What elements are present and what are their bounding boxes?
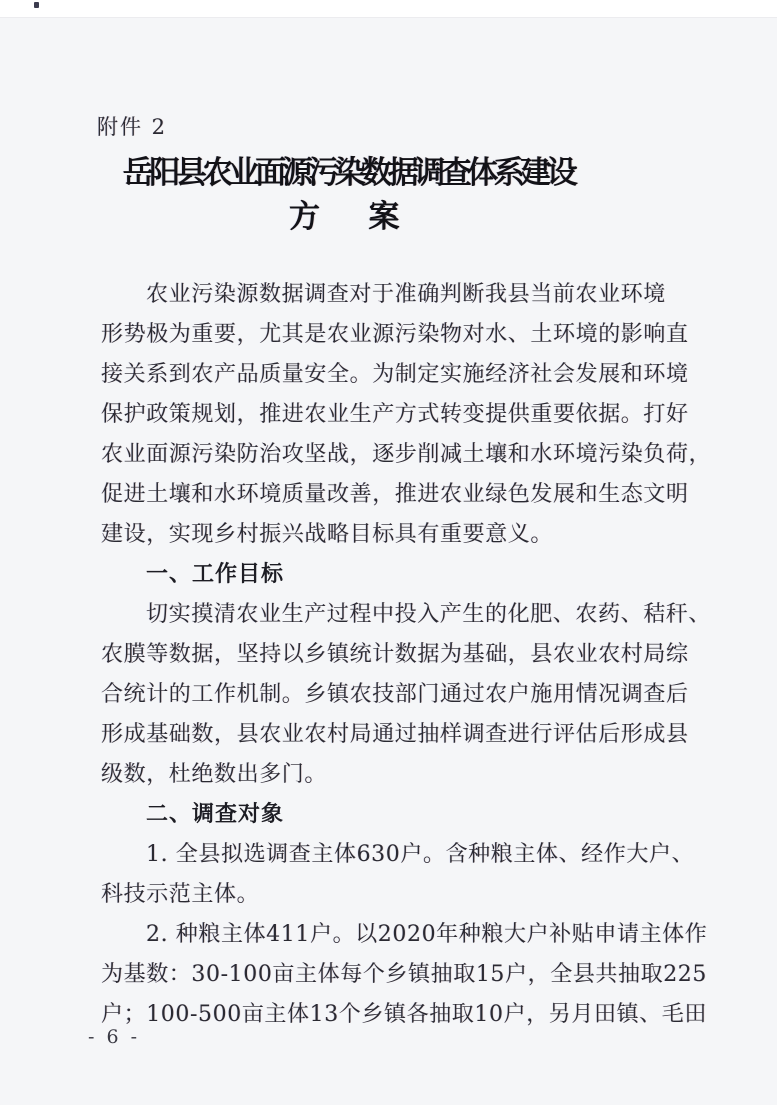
document-body xyxy=(101,275,711,1035)
doc-line: 农膜等数据，坚持以乡镇统计数据为基础，县农业农村局综 xyxy=(101,642,689,667)
doc-line: 形成基础数，县农业农村局通过抽样调查进行评估后形成县 xyxy=(101,722,689,747)
section-heading-work-goals: 一、工作目标 xyxy=(146,562,285,587)
document-title-line-2: 方 案 xyxy=(289,199,395,235)
page-number: - 6 - xyxy=(88,1026,141,1048)
doc-line: 科技示范主体。 xyxy=(101,882,260,907)
doc-line: 保护政策规划，推进农业生产方式转变提供重要依据。打好 xyxy=(101,402,689,427)
doc-line: 农业污染源数据调查对于准确判断我县当前农业环境 xyxy=(146,282,666,307)
doc-line: 2. 种粮主体411户。以2020年种粮大户补贴申请主体作 xyxy=(146,922,708,947)
doc-line: 为基数：30-100亩主体每个乡镇抽取15户，全县共抽取225 xyxy=(101,962,708,987)
doc-line: 户；100-500亩主体13个乡镇各抽取10户，另月田镇、毛田 xyxy=(101,1002,708,1027)
doc-line: 促进土壤和水环境质量改善，推进农业绿色发展和生态文明 xyxy=(101,482,689,507)
doc-line: 建设，实现乡村振兴战略目标具有重要意义。 xyxy=(101,522,554,547)
doc-line: 接关系到农产品质量安全。为制定实施经济社会发展和环境 xyxy=(101,362,689,387)
doc-line: 形势极为重要，尤其是农业源污染物对水、土环境的影响直 xyxy=(101,322,689,347)
section-heading-survey-subjects: 二、调查对象 xyxy=(146,802,285,827)
doc-line: 级数，杜绝数出多门。 xyxy=(101,762,328,787)
doc-line: 切实摸清农业生产过程中投入产生的化肥、农药、秸秆、 xyxy=(146,602,712,627)
document-title-line-1: 岳阳县农业面源污染数据调查体系建设 xyxy=(122,155,574,191)
scan-artifact-dot xyxy=(34,2,39,8)
scan-edge-strip xyxy=(0,0,777,18)
attachment-label: 附件 2 xyxy=(97,115,168,139)
doc-line: 合统计的工作机制。乡镇农技部门通过农户施用情况调查后 xyxy=(101,682,689,707)
doc-line: 1. 全县拟选调查主体630户。含种粮主体、经作大户、 xyxy=(146,842,695,867)
doc-line: 农业面源污染防治攻坚战，逐步削减土壤和水环境污染负荷， xyxy=(101,442,712,467)
